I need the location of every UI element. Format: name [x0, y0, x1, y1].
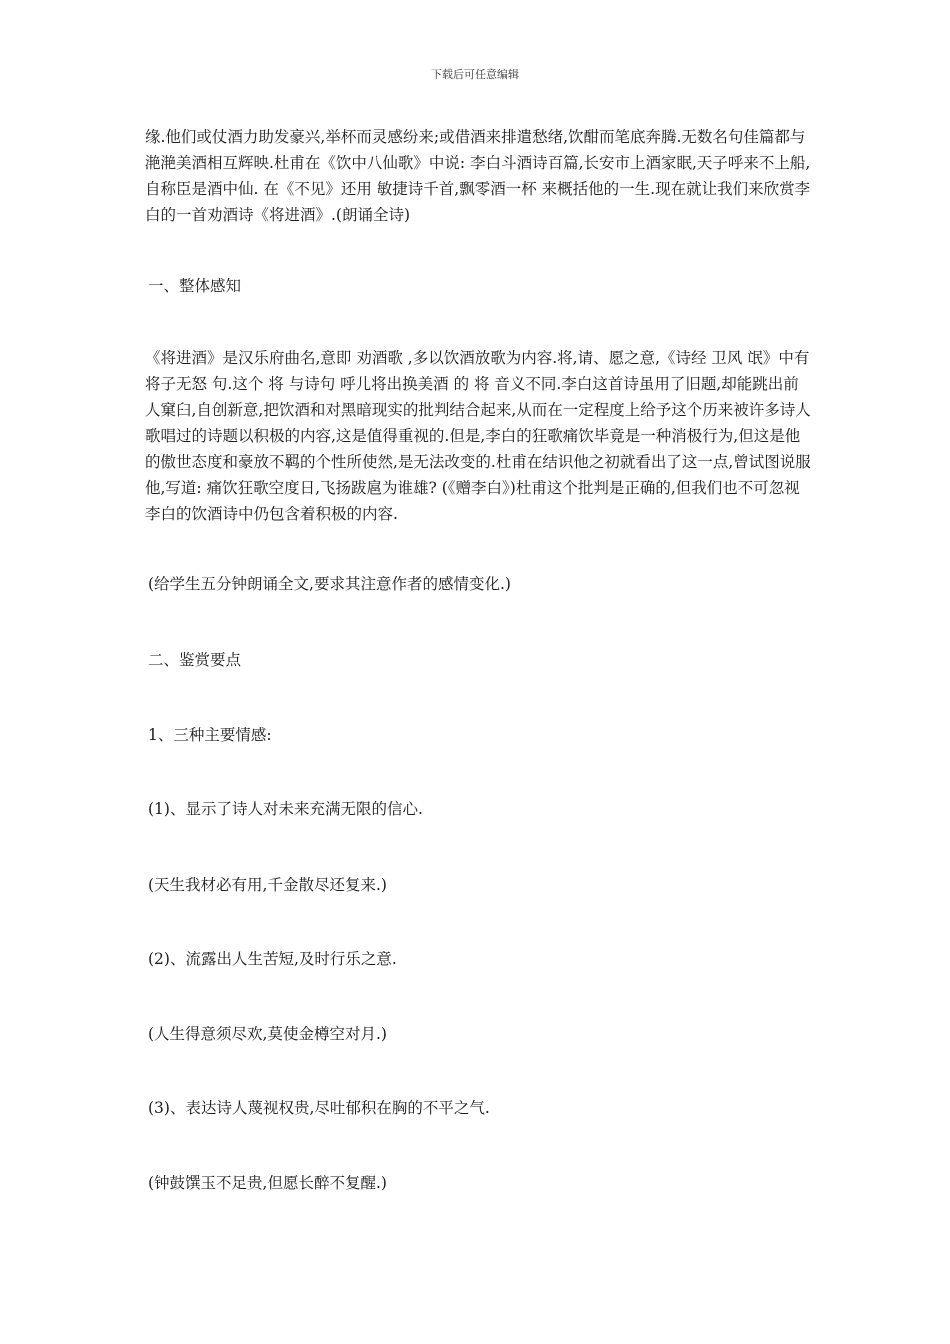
- section-heading-appreciation-points: 二、鉴赏要点: [148, 651, 242, 669]
- intro-paragraph: 缘.他们或仗酒力助发豪兴,举杯而灵感纷来;或借酒来排遣愁绪,饮酣而笔底奔腾.无数名句佳篇都与滟滟美酒相互辉映.杜甫在《饮中八仙歌》中说: 李白斗酒诗百篇,长安市上酒家眠,天子呼来不上船,自称臣是酒中仙. 在《不见》还用 敏捷诗千首,飘零酒一杯 来概括他的一生.现在就让我们来欣赏李白的一首劝酒诗《将进酒》.(朗诵全诗): [145, 128, 811, 224]
- section-heading-overall-perception: 一、整体感知: [148, 277, 242, 295]
- poem-quote: (天生我材必有用,千金散尽还复来.): [148, 876, 387, 894]
- section-body-paragraph: 《将进酒》是汉乐府曲名,意即 劝酒歌 ,多以饮酒放歌为内容.将,请、愿之意,《诗经 卫风 氓》中有 将子无怒 句.这个 将 与诗句 呼儿将出换美酒 的 将 音义不同.李白这首诗虽用了旧题,却能跳出前人窠臼,自创新意,把饮酒和对黑暗现实的批判结合起来,从而在一定程度上给予这个历来被许多诗人歌唱过的诗题以积极的内容,这是值得重视的.但是,李白的狂歌痛饮毕竟是一种消极行为,但这是他的傲世态度和豪放不羁的个性所使然,是无法改变的.杜甫在结识他之初就看出了这一点,曾试图说服他,写道: 痛饮狂歌空度日,飞扬跋扈为谁雄? (《赠李白》)杜甫这个批判是正确的,但我们也不可忽视李白的饮酒诗中仍包含着积极的内容.: [145, 349, 811, 523]
- list-item: (2)、流露出人生苦短,及时行乐之意.: [148, 950, 397, 968]
- list-item: (3)、表达诗人蔑视权贵,尽吐郁积在胸的不平之气.: [148, 1099, 490, 1117]
- teaching-note: (给学生五分钟朗诵全文,要求其注意作者的感情变化.): [148, 575, 511, 593]
- list-item: (1)、显示了诗人对未来充满无限的信心.: [148, 800, 423, 818]
- poem-quote: (钟鼓馔玉不足贵,但愿长醉不复醒.): [148, 1174, 387, 1192]
- subsection-heading-three-emotions: 1、三种主要情感:: [148, 726, 272, 744]
- page-header: 下载后可任意编辑: [431, 68, 519, 81]
- poem-quote: (人生得意须尽欢,莫使金樽空对月.): [148, 1025, 387, 1043]
